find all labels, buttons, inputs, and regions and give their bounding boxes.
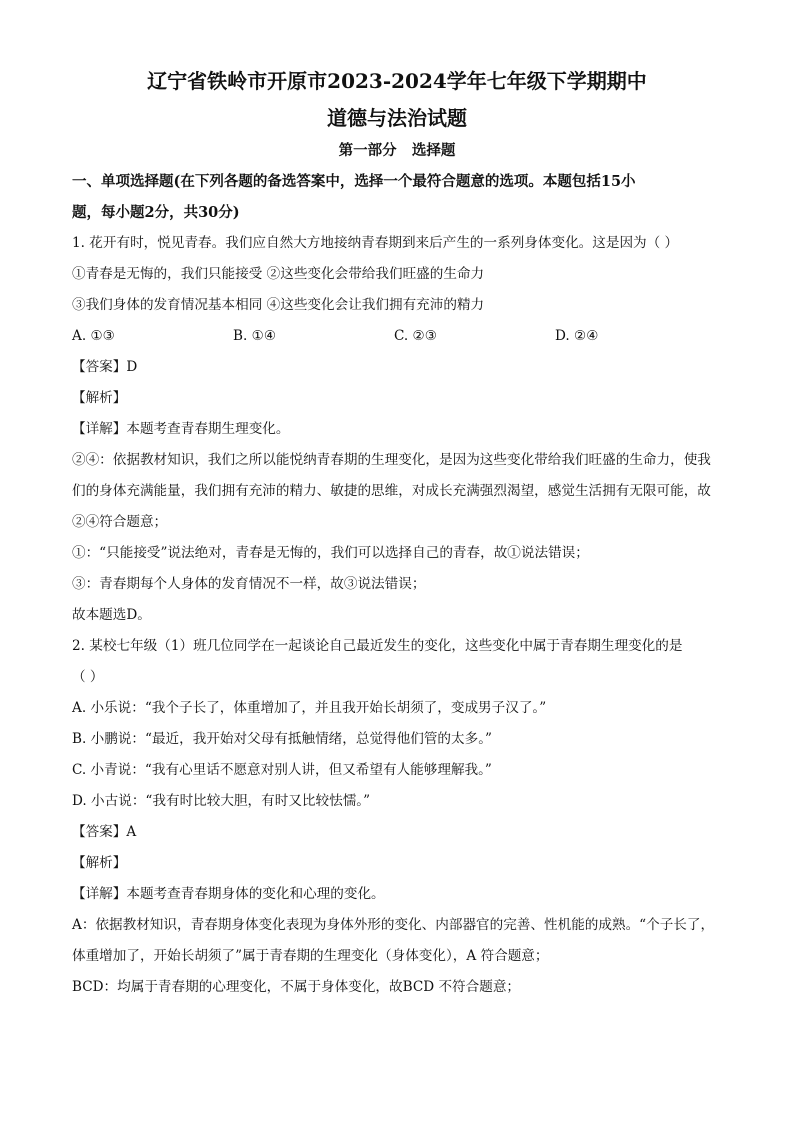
q1-explanation-1: ②④：依据教材知识，我们之所以能悦纳青春期的生理变化，是因为这些变化带给我们旺盛的生命力，使我们的身体充满能量，我们拥有充沛的精力、敏捷的思维，对成长充满强烈渴望，感觉生活拥有无限可能，故②④符合题意； (72, 452, 711, 530)
exam-subject-title: 道德与法治试题 (327, 106, 467, 130)
q1-option-d: D. ②④ (555, 328, 599, 344)
q1-explanation-3: ③：青春期每个人身体的发育情况不一样，故③说法错误； (72, 576, 426, 592)
answer-label: 【答案】 (72, 824, 127, 840)
q1-option-c: C. ②③ (394, 328, 437, 344)
q1-option-a: A. ①③ (72, 328, 115, 344)
detail-label: 【详解】 (72, 421, 127, 437)
q2-detail (72, 879, 722, 910)
q1-items-line2: ③我们身体的发育情况基本相同 ④这些变化会让我们拥有充沛的精力 (72, 297, 485, 313)
q1-items-line1: ①青春是无悔的，我们只能接受 ②这些变化会带给我们旺盛的生命力 (72, 266, 485, 282)
q2-option-c: C. 小青说：“我有心里话不愿意对别人讲，但又希望有人能够理解我。” (72, 762, 492, 778)
detail-text: 本题考查青春期身体的变化和心理的变化。 (126, 886, 385, 902)
q1-analysis-label: 【解析】 (72, 390, 127, 406)
section-heading-line1: 一、单项选择题(在下列各题的备选答案中，选择一个最符合题意的选项。本题包括15小 (72, 173, 636, 190)
exam-page (72, 62, 722, 1003)
q2-option-b: B. 小鹏说：“最近，我开始对父母有抵触情绪，总觉得他们管的太多。” (72, 731, 492, 747)
detail-label: 【详解】 (72, 886, 127, 902)
answer-value: D (126, 359, 138, 375)
q1-answer (72, 352, 722, 383)
q1-conclusion: 故本题选D。 (72, 607, 151, 623)
detail-text: 本题考查青春期生理变化。 (126, 421, 290, 437)
q2-option-a: A. 小乐说：“我个子长了，体重增加了，并且我开始长胡须了，变成男子汉了。” (72, 700, 547, 716)
answer-value: A (126, 824, 137, 840)
exam-title: 辽宁省铁岭市开原市2023-2024学年七年级下学期期中 (147, 69, 647, 93)
q1-options (72, 321, 722, 352)
q2-analysis-label: 【解析】 (72, 855, 127, 871)
q1-detail (72, 414, 722, 445)
q2-answer (72, 817, 722, 848)
q2-explanation-1: A：依据教材知识，青春期身体变化表现为身体外形的变化、内部器官的完善、性机能的成熟。“个子长了，体重增加了，开始长胡须了”属于青春期的生理变化（身体变化），A 符合题意； (72, 917, 715, 964)
part-title: 第一部分 选择题 (338, 142, 456, 159)
q2-stem-line2: （ ） (72, 669, 104, 685)
section-heading-line2: 题，每小题2分，共30分) (72, 204, 240, 221)
q2-option-d: D. 小古说：“我有时比较大胆，有时又比较怯懦。” (72, 793, 371, 809)
q1-explanation-2: ①：“只能接受”说法绝对，青春是无悔的，我们可以选择自己的青春，故①说法错误； (72, 545, 589, 561)
q1-option-b: B. ①④ (233, 328, 277, 344)
q2-explanation-2: BCD：均属于青春期的心理变化，不属于身体变化，故BCD 不符合题意； (72, 979, 521, 995)
q2-stem-line1: 2. 某校七年级（1）班几位同学在一起谈论自己最近发生的变化，这些变化中属于青春期生理变化的是 (72, 638, 683, 654)
answer-label: 【答案】 (72, 359, 127, 375)
q1-stem: 1. 花开有时，悦见青春。我们应自然大方地接纳青春期到来后产生的一系列身体变化。这是因为（ ） (72, 235, 679, 251)
